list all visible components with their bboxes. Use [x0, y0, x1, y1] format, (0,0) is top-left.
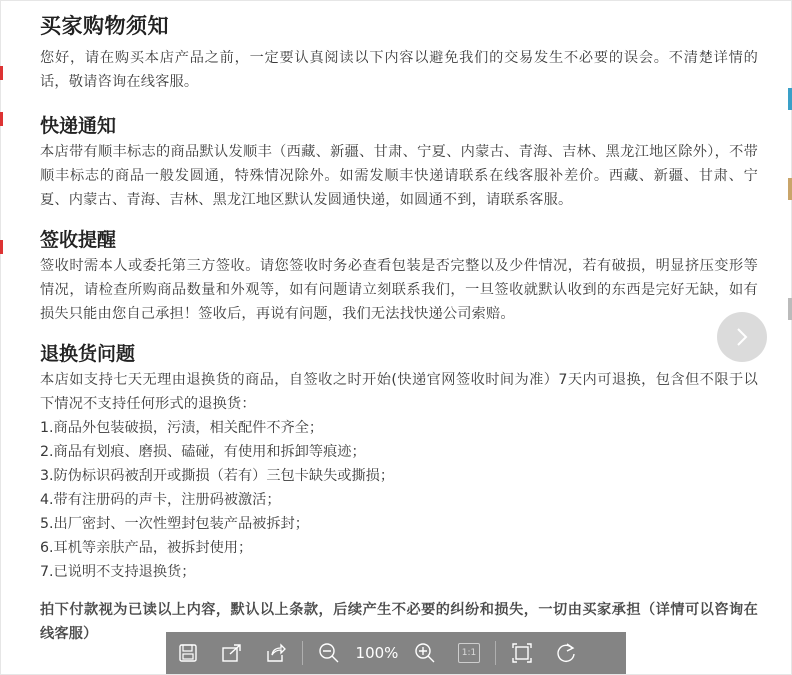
list-item: 1.商品外包装破损，污渍，相关配件不齐全； [40, 420, 324, 436]
edge-accent [0, 240, 3, 254]
right-edge-accents [788, 0, 792, 675]
edge-accent [788, 298, 792, 320]
sign-section [40, 226, 758, 326]
express-section [40, 112, 758, 212]
zoom-out-icon [318, 642, 340, 664]
save-icon [178, 643, 198, 663]
fit-screen-icon [511, 642, 533, 664]
fit-screen-button[interactable] [500, 632, 544, 674]
left-edge-accents [0, 0, 3, 675]
notice-content [40, 10, 758, 646]
toolbar-divider [302, 641, 303, 665]
zoom-level: 100% [355, 644, 399, 662]
sign-text: 签收时需本人或委托第三方签收。请您签收时务必查看包装是否完整以及少件情况，若有破损，明显挤压变形等情况，请检查所购商品数量和外观等，如有问题请立刻联系我们，一旦签收就默认收到的东西是完好无缺，如有损失只能由您自己承担！签收后，再说有问题，我们无法找快递公司索赔。 [40, 258, 758, 322]
list-item: 4.带有注册码的声卡，注册码被激活； [40, 492, 281, 508]
rotate-icon [555, 642, 577, 664]
actual-size-icon: 1:1 [458, 643, 480, 663]
footer-note: 拍下付款视为已读以上内容，默认以上条款，后续产生不必要的纠纷和损失，一切由买家承担（详情可以咨询在线客服） [40, 602, 758, 642]
share-button[interactable] [254, 632, 298, 674]
rotate-button[interactable] [544, 632, 588, 674]
open-external-button[interactable] [210, 632, 254, 674]
next-image-button[interactable] [717, 312, 767, 362]
returns-text: 本店如支持七天无理由退换货的商品，自签收之时开始(快递官网签收时间为准）7天内可退换，包含但不限于以下情况不支持任何形式的退换货： [40, 372, 758, 412]
image-viewer-toolbar [166, 632, 626, 674]
list-item: 5.出厂密封、一次性塑封包装产品被拆封； [40, 516, 309, 532]
returns-section [40, 340, 758, 584]
save-button[interactable] [166, 632, 210, 674]
returns-heading: 退换货问题 [40, 343, 136, 365]
toolbar-divider [495, 641, 496, 665]
list-item: 7.已说明不支持退换货； [40, 564, 196, 580]
list-item: 3.防伪标识码被刮开或撕损（若有）三包卡缺失或撕损； [40, 468, 395, 484]
actual-size-button[interactable] [447, 632, 491, 674]
list-item: 6.耳机等亲肤产品，被拆封使用； [40, 540, 253, 556]
zoom-out-button[interactable] [307, 632, 351, 674]
zoom-in-icon [414, 642, 436, 664]
open-external-icon [221, 643, 243, 663]
zoom-in-button[interactable] [403, 632, 447, 674]
edge-accent [788, 178, 792, 200]
returns-list [40, 416, 758, 584]
sign-heading: 签收提醒 [40, 229, 117, 251]
edge-accent [0, 112, 3, 126]
page-title: 买家购物须知 [40, 14, 169, 38]
edge-accent [0, 66, 3, 80]
chevron-right-icon [734, 326, 750, 348]
express-text: 本店带有顺丰标志的商品默认发顺丰（西藏、新疆、甘肃、宁夏、内蒙古、青海、吉林、黑龙江地区除外），不带顺丰标志的商品一般发圆通，特殊情况除外。如需发顺丰快递请联系在线客服补差价。西藏、新疆、甘肃、宁夏、内蒙古、青海、吉林、黑龙江地区默认发圆通快递，如圆通不到，请联系客服。 [40, 144, 758, 208]
intro-text: 您好，请在购买本店产品之前，一定要认真阅读以下内容以避免我们的交易发生不必要的误会。不清楚详情的话，敬请咨询在线客服。 [40, 50, 758, 90]
express-heading: 快递通知 [40, 115, 117, 137]
share-icon [265, 643, 287, 663]
list-item: 2.商品有划痕、磨损、磕碰，有使用和拆卸等痕迹； [40, 444, 366, 460]
edge-accent [788, 88, 792, 110]
